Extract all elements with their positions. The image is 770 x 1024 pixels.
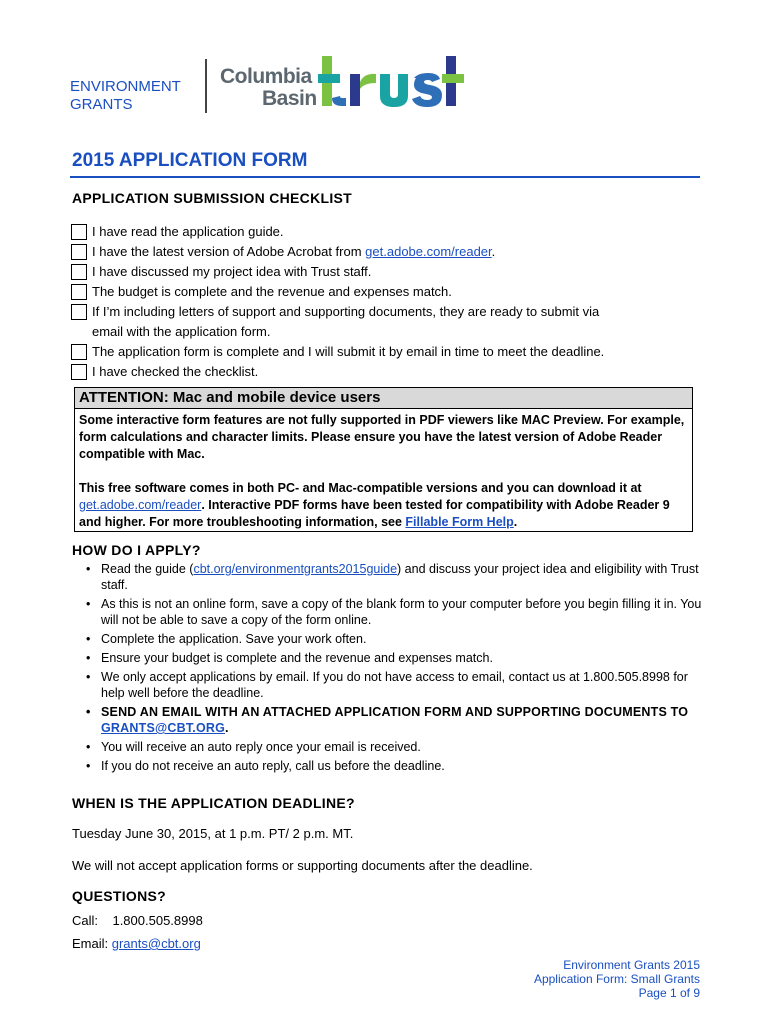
- bullet: •: [86, 759, 91, 773]
- checkbox[interactable]: [71, 224, 87, 240]
- checklist-item-text: I have the latest version of Adobe Acrobat from: [92, 244, 366, 259]
- bullet: •: [86, 651, 91, 665]
- program-name: [70, 78, 181, 114]
- checklist-item-label: I have checked the checklist.: [92, 364, 259, 379]
- checklist-item-text: If I’m including letters of support and supporting documents, they are ready to submit via: [92, 304, 600, 319]
- list-item: [84, 631, 704, 647]
- checklist-item: [71, 242, 711, 262]
- checklist-item: [71, 362, 711, 382]
- adobe-reader-link[interactable]: get.adobe.com/reader: [365, 244, 492, 259]
- call-label: Call:: [72, 913, 99, 928]
- checklist-item-label: I have discussed my project idea with Trust staff.: [92, 264, 372, 279]
- footer-line1: Environment Grants 2015: [563, 958, 700, 972]
- list-item: [84, 561, 704, 593]
- checklist-item-label: I have read the application guide.: [92, 224, 284, 239]
- checklist-item-label: The budget is complete and the revenue and expenses match.: [92, 284, 452, 299]
- attention-text: This free software comes in both PC- and Mac-compatible versions and you can download it at: [79, 481, 642, 495]
- checkbox[interactable]: [71, 284, 87, 300]
- list-item: [84, 739, 704, 755]
- program-name-line2: GRANTS: [70, 96, 133, 113]
- bullet: •: [86, 670, 91, 684]
- bullet: •: [86, 597, 91, 611]
- attention-paragraph-2: [79, 480, 688, 531]
- checklist-heading: APPLICATION SUBMISSION CHECKLIST: [72, 190, 353, 206]
- bullet: •: [86, 632, 91, 646]
- grants-email-link[interactable]: grants@cbt.org: [111, 936, 201, 951]
- footer-line2: Application Form: Small Grants: [533, 972, 700, 986]
- fillable-form-help-link[interactable]: Fillable Form Help: [405, 515, 514, 529]
- questions-heading: QUESTIONS?: [72, 888, 167, 904]
- attention-text: . Interactive PDF forms have been tested for compatibility with Adobe Reader 9 and higher. For more troubleshooting information, see: [79, 498, 670, 529]
- checklist-item: [71, 342, 711, 362]
- logo-line2: Basin: [262, 87, 317, 110]
- apply-list: [84, 561, 704, 777]
- checkbox[interactable]: [71, 244, 87, 260]
- list-item-text: As this is not an online form, save a copy of the blank form to your computer before you begin filling it in. You will not be able to save a copy of the form online.: [101, 597, 702, 627]
- checklist-item: [71, 302, 711, 342]
- bullet: •: [86, 740, 91, 754]
- attention-text: .: [513, 515, 518, 529]
- checklist-item-label: [92, 302, 599, 342]
- email-label: Email:: [72, 936, 109, 951]
- email-line: [72, 936, 201, 951]
- call-line: [72, 913, 203, 928]
- page-footer: [534, 958, 700, 1000]
- checklist-item-label: [92, 242, 495, 262]
- list-item: [84, 596, 704, 628]
- checklist-item-punct: .: [491, 244, 496, 259]
- deadline-heading: WHEN IS THE APPLICATION DEADLINE?: [72, 795, 355, 811]
- list-item-text: We only accept applications by email. If you do not have access to email, contact us at 1.800.505.8998 for help well before the deadline.: [101, 670, 688, 700]
- list-item: [84, 758, 704, 774]
- checklist-item: [71, 262, 711, 282]
- list-item-text: Read the guide (: [101, 562, 194, 576]
- checklist-item: [71, 222, 711, 242]
- checkbox[interactable]: [71, 364, 87, 380]
- checklist-item-label: The application form is complete and I will submit it by email in time to meet the deadline.: [92, 344, 605, 359]
- list-item: [84, 650, 704, 666]
- call-number: 1.800.505.8998: [112, 913, 203, 928]
- list-item-text: Ensure your budget is complete and the revenue and expenses match.: [101, 651, 493, 665]
- logo-columbia-basin: [220, 66, 317, 110]
- page-title: 2015 APPLICATION FORM: [72, 150, 308, 171]
- bullet: •: [86, 705, 91, 719]
- checkbox[interactable]: [71, 304, 87, 320]
- checkbox[interactable]: [71, 264, 87, 280]
- list-item-text: .: [225, 721, 229, 735]
- guide-link[interactable]: cbt.org/environmentgrants2015guide: [193, 562, 398, 576]
- grants-email-link[interactable]: GRANTS@CBT.ORG: [101, 721, 226, 735]
- header-divider: [205, 59, 207, 113]
- page-number: Page 1 of 9: [638, 986, 700, 1000]
- list-item-text: If you do not receive an auto reply, call us before the deadline.: [101, 759, 445, 773]
- checklist-item: [71, 282, 711, 302]
- checkbox[interactable]: [71, 344, 87, 360]
- logo-line1: Columbia: [220, 65, 312, 88]
- attention-body: [75, 409, 692, 534]
- list-item-text: ) and discuss your project idea and eligibility with Trust staff.: [101, 562, 699, 592]
- adobe-reader-link[interactable]: get.adobe.com/reader: [79, 498, 202, 512]
- deadline-note: We will not accept application forms or supporting documents after the deadline.: [72, 858, 533, 873]
- bullet: •: [86, 562, 91, 576]
- deadline-date: Tuesday June 30, 2015, at 1 p.m. PT/ 2 p.m. MT.: [72, 826, 354, 841]
- apply-heading: HOW DO I APPLY?: [72, 542, 201, 558]
- attention-paragraph-1: Some interactive form features are not fully supported in PDF viewers like MAC Preview. For example, form calculations and character limits. Please ensure you have the latest version of Adobe Reader compatible with Mac.: [79, 413, 685, 461]
- checklist: [71, 222, 711, 382]
- trust-logo-icon: [318, 52, 466, 116]
- list-item: [84, 704, 704, 736]
- list-item-text: You will receive an auto reply once your email is received.: [101, 740, 421, 754]
- title-rule: [70, 176, 700, 178]
- checklist-item-text-line2: email with the application form.: [92, 324, 271, 339]
- list-item-text: Complete the application. Save your work often.: [101, 632, 367, 646]
- attention-heading: ATTENTION: Mac and mobile device users: [75, 388, 692, 409]
- program-name-line1: ENVIRONMENT: [70, 78, 181, 95]
- attention-box: [74, 387, 693, 532]
- list-item-text: SEND AN EMAIL WITH AN ATTACHED APPLICATION FORM AND SUPPORTING DOCUMENTS TO: [101, 705, 689, 719]
- list-item: [84, 669, 704, 701]
